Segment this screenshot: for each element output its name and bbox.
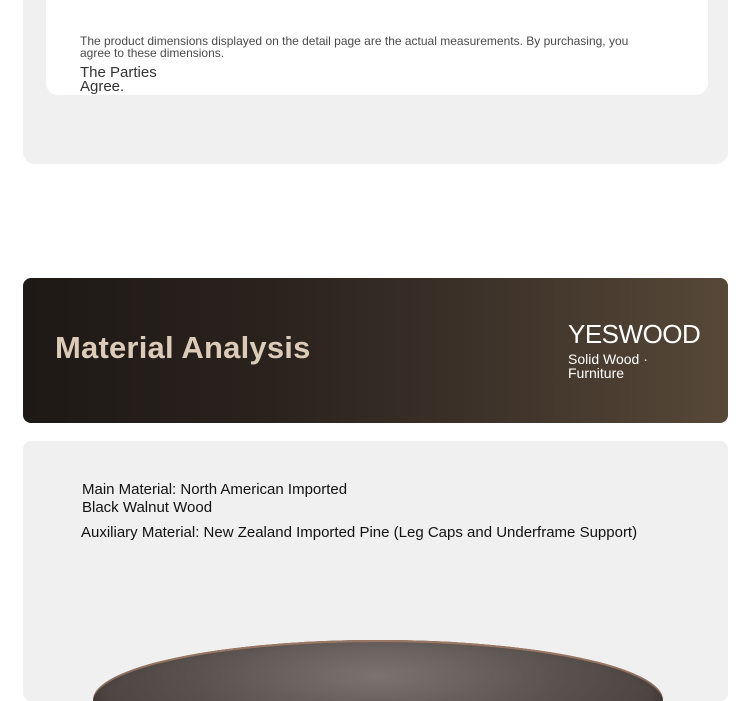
auxiliary-material-text: Auxiliary Material: New Zealand Imported Pine (Leg Caps and Underframe Support) bbox=[81, 524, 638, 541]
brand-subtitle: Solid Wood · Furniture bbox=[568, 351, 648, 381]
parties-agree-text: The Parties Agree. bbox=[80, 64, 157, 95]
dimension-note: The product dimensions displayed on the detail page are the actual measurements. By purchasing, you agree to these dimensions. bbox=[80, 34, 629, 60]
tabletop-edge bbox=[93, 640, 663, 701]
material-panel bbox=[23, 441, 728, 701]
main-material-text: Main Material: North American Imported Black Walnut Wood bbox=[82, 481, 348, 516]
material-analysis-banner bbox=[23, 278, 728, 423]
brand-logo: YESWOOD bbox=[568, 319, 701, 349]
section-title: Material Analysis bbox=[55, 330, 311, 365]
brand-block bbox=[568, 320, 708, 380]
